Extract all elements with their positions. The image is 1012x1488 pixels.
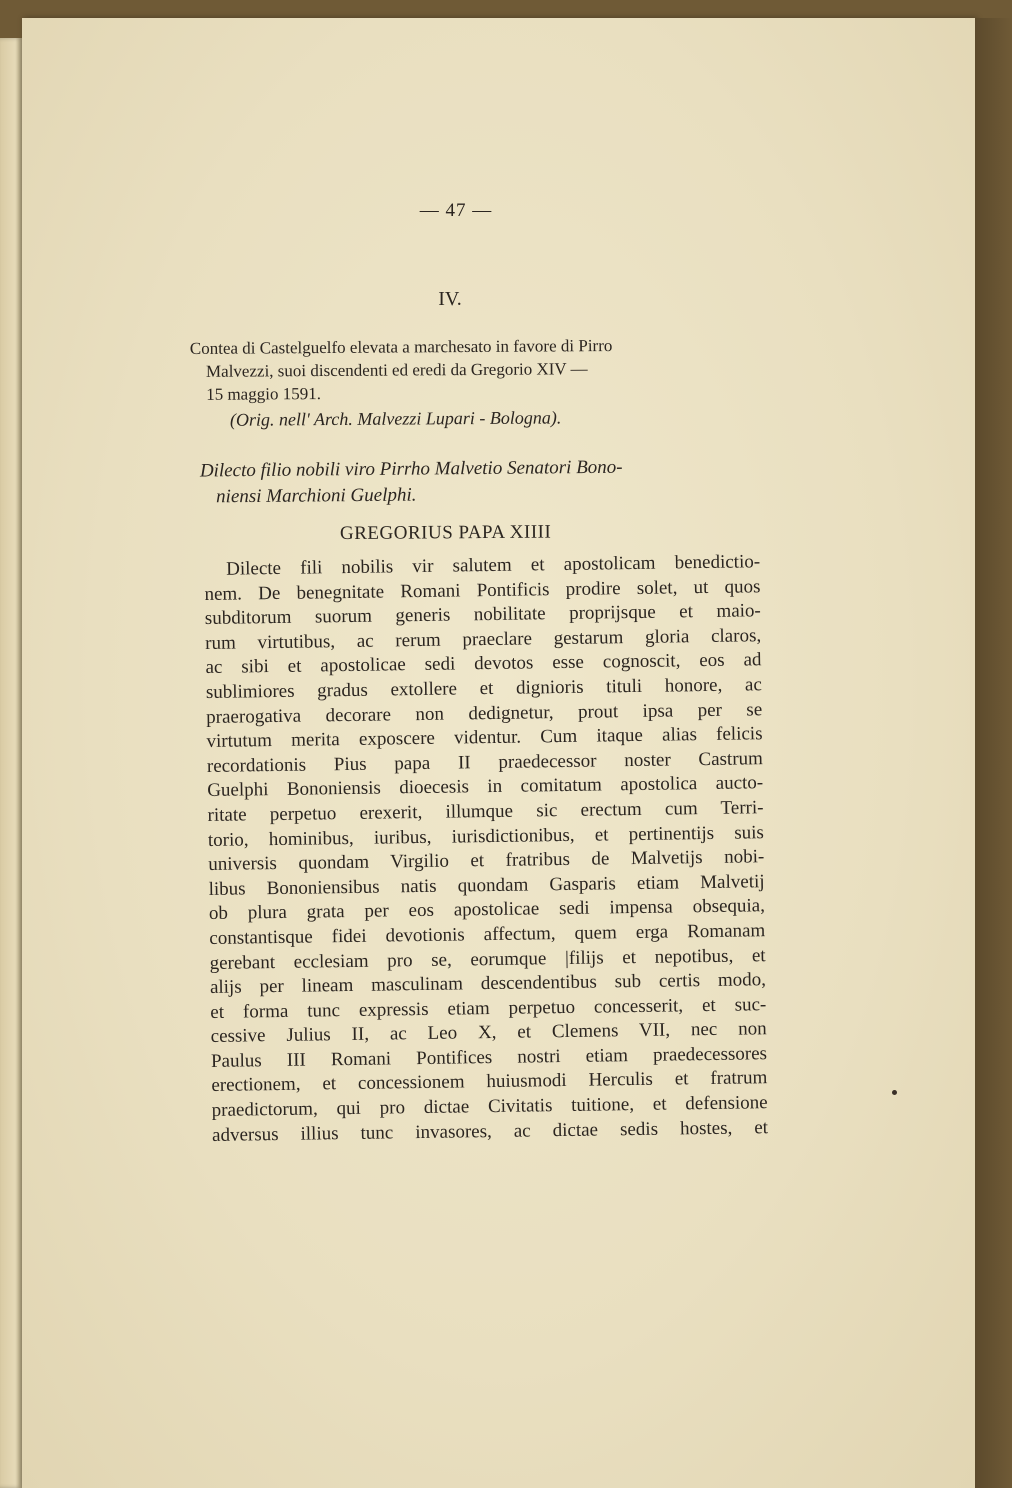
body-line: libus Bononiensibus natis quondam Gasparis etiam Malvetij [208,870,765,900]
dedication-line: niensi Marchioni Guelphi. [216,484,417,508]
body-line: ac sibi et apostolicae sedi devotos esse cognoscit, eos ad [205,649,762,679]
body-line: gerebant ecclesiam pro se, eorumque |filijs et nepotibus, et [209,944,766,974]
heading-line: Contea di Castelguelfo elevata a marchesato in favore di Pirro [189,336,613,358]
ink-speck [892,1090,897,1095]
body-line: adversus illius tunc invasores, ac dictae sedis hostes, et [211,1116,769,1146]
body-line: recordationis Pius papa II praedecessor noster Castrum [206,747,764,777]
body-line: et forma tunc expressis etiam perpetuo concesserit, et suc- [210,993,767,1023]
section-numeral: IV. [438,288,462,310]
body-line: virtutum merita exposcere videntur. Cum itaque alias felicis [206,723,763,753]
heading-line: Malvezzi, suoi discendenti ed eredi da Gregorio XIV — [205,359,588,381]
body-line: Dilecte fili nobilis vir salutem et apostolicam benedictio- [226,551,761,580]
dedication-line: Dilecto filio nobili viro Pirrho Malvetio Senatori Bono- [199,456,623,482]
body-line: torio, hominibus, iuribus, iurisdictionibus, et pertinentijs suis [207,821,765,851]
letter-title: GREGORIUS PAPA XIIII [339,521,552,545]
body-line: ob plura grata per eos apostolicae sedi impensa obsequia, [208,895,766,925]
facing-page-edge [0,38,22,1488]
body-line: nem. De benegnitate Romani Pontificis prodire solet, ut quos [204,575,761,605]
body-line: praerogativa decorare non dedignetur, prout ipsa per se [206,698,763,728]
document-heading [190,333,750,406]
page-number: — 47 — [419,200,493,221]
body-line: sublimiores gradus extollere et dignioris tituli honore, ac [205,674,762,703]
dedication [200,454,760,511]
body-line: alijs per lineam masculinam descendentibus sub certis modo, [209,969,767,999]
heading-line: 15 maggio 1591. [206,384,321,404]
body-line: Paulus III Romani Pontifices nostri etiam praedecessores [210,1043,768,1072]
body-line: ritate perpetuo erexerit, illumque sic erectum cum Terri- [207,797,764,826]
body-line: universis quondam Virgilio et fratribus de Malvetijs nobi- [208,846,765,876]
letter-body [204,550,768,1148]
body-line: subditorum suorum generis nobilitate proprijsque et maio- [204,600,761,630]
body-line: praedictorum, qui pro dictae Civitatis tuitione, et defensione [211,1092,768,1122]
body-line: constantisque fidei devotionis affectum, quem erga Romanam [209,920,766,949]
body-line: erectionem, et concessionem huiusmodi Herculis et fratrum [211,1067,768,1097]
body-line: rum virtutibus, ac rerum praeclare gestarum gloria claros, [205,625,762,654]
source-note: (Orig. nell' Arch. Malvezzi Lupari - Bologna). [229,407,562,430]
page-shadow [975,18,1012,1488]
body-line: cessive Julius II, ac Leo X, et Clemens VII, nec non [210,1018,767,1048]
body-line: Guelphi Bononiensis dioecesis in comitatum apostolica aucto- [207,772,764,802]
